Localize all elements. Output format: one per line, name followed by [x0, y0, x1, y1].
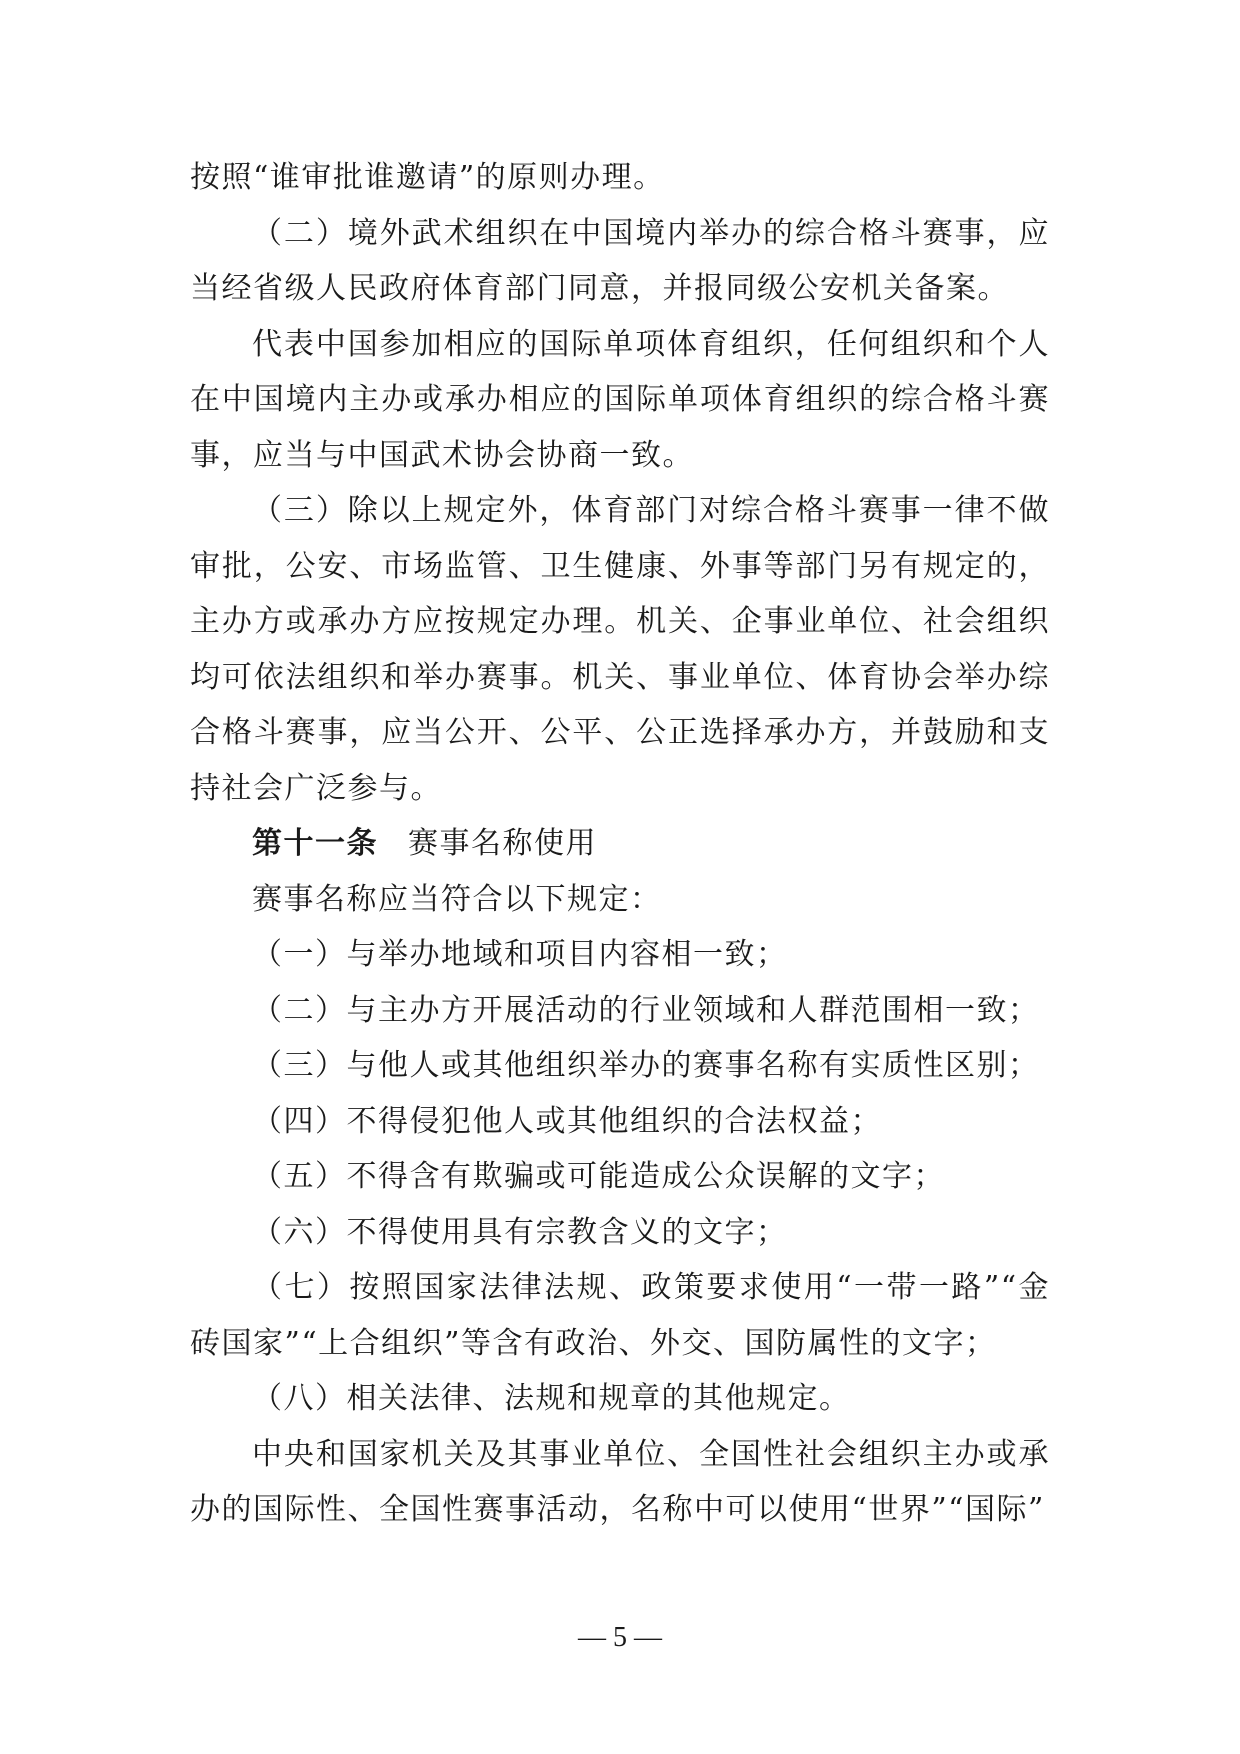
list-item-rule-6: （六）不得使用具有宗教含义的文字； — [252, 1214, 788, 1250]
list-item-rule-3: （三）与他人或其他组织举办的赛事名称有实质性区别； — [252, 1048, 1040, 1083]
list-item-rule-2: （二）与主办方开展活动的行业领域和人群范围相一致； — [252, 992, 1040, 1028]
page-number: — 5 — — [578, 1622, 662, 1653]
paragraph-overseas-events: （二）境外武术组织在中国境内举办的综合格斗赛事，应当经省级人民政府体育部门同意，并报同级公安机关备案。 — [190, 215, 1050, 306]
list-item-rule-7: （七）按照国家法律法规、政策要求使用“一带一路”“金砖国家”“上合组织”等含有政治、外交、国防属性的文字； — [190, 1270, 1050, 1361]
paragraph-international-organizations: 代表中国参加相应的国际单项体育组织，任何组织和个人在中国境内主办或承办相应的国际单项体育组织的综合格斗赛事，应当与中国武术协会协商一致。 — [190, 326, 1050, 473]
paragraph-no-approval: （三）除以上规定外，体育部门对综合格斗赛事一律不做审批，公安、市场监管、卫生健康、外事等部门另有规定的，主办方或承办方应按规定办理。机关、企事业单位、社会组织均可依法组织和举办赛事。机关、事业单位、体育协会举办综合格斗赛事，应当公开、公平、公正选择承办方，并鼓励和支持社会广泛参与。 — [190, 493, 1050, 806]
article-title: 赛事名称使用 — [408, 826, 597, 861]
paragraph-continuation: 按照“谁审批谁邀请”的原则办理。 — [190, 160, 665, 195]
list-item-rule-1: （一）与举办地域和项目内容相一致； — [252, 937, 788, 972]
list-item-rule-5: （五）不得含有欺骗或可能造成公众误解的文字； — [252, 1159, 945, 1194]
article-heading — [190, 816, 1050, 872]
list-item-rule-4: （四）不得侵犯他人或其他组织的合法权益； — [252, 1103, 882, 1139]
paragraph-central-agencies: 中央和国家机关及其事业单位、全国性社会组织主办或承办的国际性、全国性赛事活动，名称中可以使用“世界”“国际” — [190, 1436, 1050, 1527]
list-item-rule-8: （八）相关法律、法规和规章的其他规定。 — [252, 1381, 851, 1416]
paragraph-name-rules-intro: 赛事名称应当符合以下规定： — [252, 881, 662, 917]
document-body — [190, 150, 1050, 1538]
article-number: 第十一条 — [252, 826, 378, 861]
